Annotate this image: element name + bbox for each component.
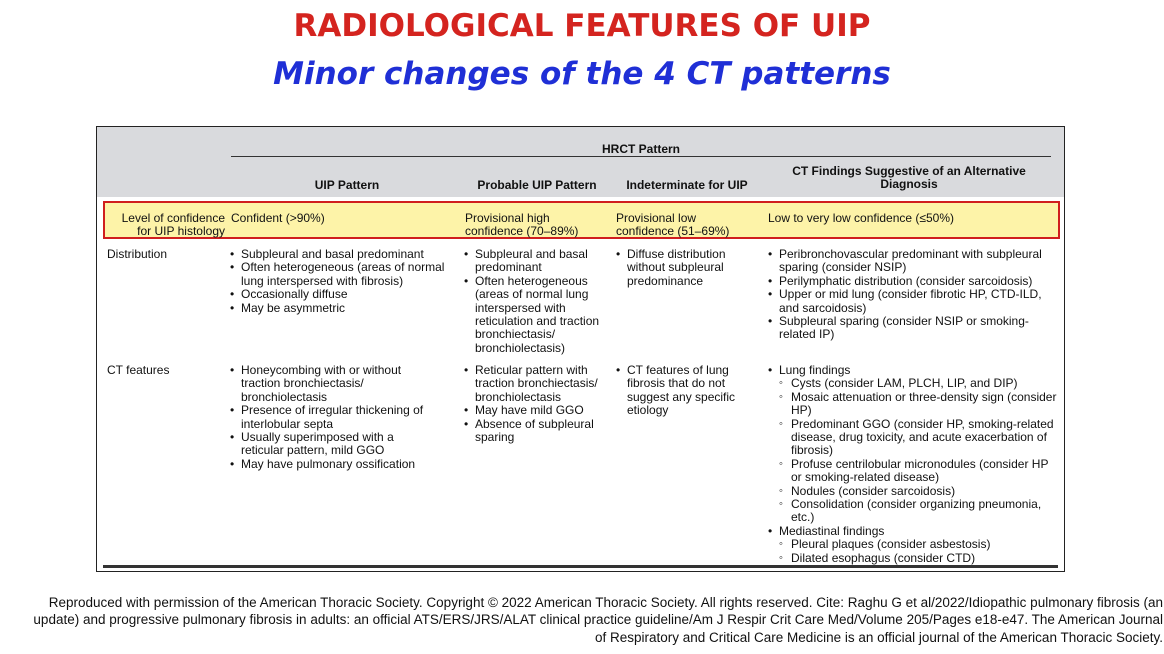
citation-footer: Reproduced with permission of the American Thoracic Society. Copyright © 2022 American Thoracic Society. All rights reserved. Cite: Raghu G et al/2022/Idiopathic pulmonary fibrosis (an update) and progressive pulmonary fibrosis in adults: an official ATS/ERS/JRS/ALAT clinical practice guideline/Am J Respir Crit Care Med/Volume 205/Pages e18-e47. The American Journal of Respiratory and Critical Care Medicine is an official journal of the American Thoracic Society.: [33, 595, 1163, 645]
ct-features-indeterminate-list: [616, 364, 756, 418]
confidence-indeterminate: Provisional low confidence (51–69%): [616, 211, 730, 239]
list-item: • May be asymmetric: [230, 302, 460, 315]
table-bottom-rule: [103, 565, 1058, 568]
confidence-row-label: Level of confidence for UIP histology: [121, 211, 225, 239]
list-item: • Subpleural and basal predominant: [464, 248, 609, 275]
list-item: • Often heterogeneous (areas of normal lung interspersed with reticulation and traction bronchiectasis/ bronchiolectasis): [464, 275, 609, 355]
distribution-indeterminate-list: [616, 248, 756, 288]
lung-findings-heading: • Lung findings: [768, 364, 1060, 377]
list-item: • Perilymphatic distribution (consider sarcoidosis): [768, 275, 1060, 288]
group-header-rule: [231, 156, 1051, 157]
ct-features-uip-list: [230, 364, 435, 471]
list-item: • Peribronchovascular predominant with subpleural sparing (consider NSIP): [768, 248, 1060, 275]
col-header-uip: UIP Pattern: [314, 178, 380, 192]
mediastinal-findings-heading: • Mediastinal findings: [768, 525, 1060, 538]
confidence-probable-uip: Provisional high confidence (70–89%): [465, 211, 579, 239]
list-item: • Presence of irregular thickening of interlobular septa: [230, 404, 435, 431]
list-item: • Often heterogeneous (areas of normal lung interspersed with fibrosis): [230, 261, 460, 288]
distribution-uip-list: [230, 248, 460, 315]
list-item: • May have mild GGO: [464, 404, 609, 417]
list-item: ◦ Cysts (consider LAM, PLCH, LIP, and DIP): [768, 377, 1060, 390]
distribution-row-label: Distribution: [107, 247, 168, 261]
confidence-alternative: Low to very low confidence (≤50%): [768, 211, 955, 225]
list-item: • Usually superimposed with a reticular pattern, mild GGO: [230, 431, 435, 458]
list-item: • Diffuse distribution without subpleural predominance: [616, 248, 756, 288]
list-item: ◦ Profuse centrilobular micronodules (consider HP or smoking-related disease): [768, 458, 1060, 485]
distribution-alternative-list: [768, 248, 1060, 342]
ct-features-alternative-list: [768, 364, 1060, 565]
ct-features-row-label: CT features: [107, 363, 170, 377]
confidence-uip: Confident (>90%): [231, 211, 325, 225]
hrct-pattern-table: [96, 126, 1065, 572]
col-header-probable-uip: Probable UIP Pattern: [477, 178, 597, 192]
col-header-indeterminate: Indeterminate for UIP: [626, 178, 748, 192]
list-item: • Subpleural and basal predominant: [230, 248, 460, 261]
list-item: ◦ Nodules (consider sarcoidosis): [768, 485, 1060, 498]
slide-subtitle: Minor changes of the 4 CT patterns: [273, 56, 891, 92]
list-item: • May have pulmonary ossification: [230, 458, 435, 471]
ct-features-probable-list: [464, 364, 609, 444]
distribution-probable-list: [464, 248, 609, 355]
list-item: • CT features of lung fibrosis that do not suggest any specific etiology: [616, 364, 756, 418]
list-item: ◦ Consolidation (consider organizing pneumonia, etc.): [768, 498, 1060, 525]
list-item: • Absence of subpleural sparing: [464, 418, 609, 445]
list-item: ◦ Pleural plaques (consider asbestosis): [768, 538, 1060, 551]
list-item: • Upper or mid lung (consider fibrotic HP, CTD-ILD, and sarcoidosis): [768, 288, 1060, 315]
list-item: • Occasionally diffuse: [230, 288, 460, 301]
list-item: • Reticular pattern with traction bronchiectasis/ bronchiolectasis: [464, 364, 609, 404]
hrct-group-header: HRCT Pattern: [601, 142, 680, 156]
list-item: ◦ Predominant GGO (consider HP, smoking-related disease, drug toxicity, and acute exacerbation of fibrosis): [768, 418, 1060, 458]
list-item: • Subpleural sparing (consider NSIP or smoking-related IP): [768, 315, 1060, 342]
list-item: ◦ Dilated esophagus (consider CTD): [768, 552, 1060, 565]
list-item: • Honeycombing with or without traction bronchiectasis/ bronchiolectasis: [230, 364, 435, 404]
slide-title: RADIOLOGICAL FEATURES OF UIP: [293, 8, 871, 44]
list-item: ◦ Mosaic attenuation or three-density sign (consider HP): [768, 391, 1060, 418]
col-header-alternative-diagnosis: CT Findings Suggestive of an Alternative Diagnosis: [792, 164, 1026, 192]
